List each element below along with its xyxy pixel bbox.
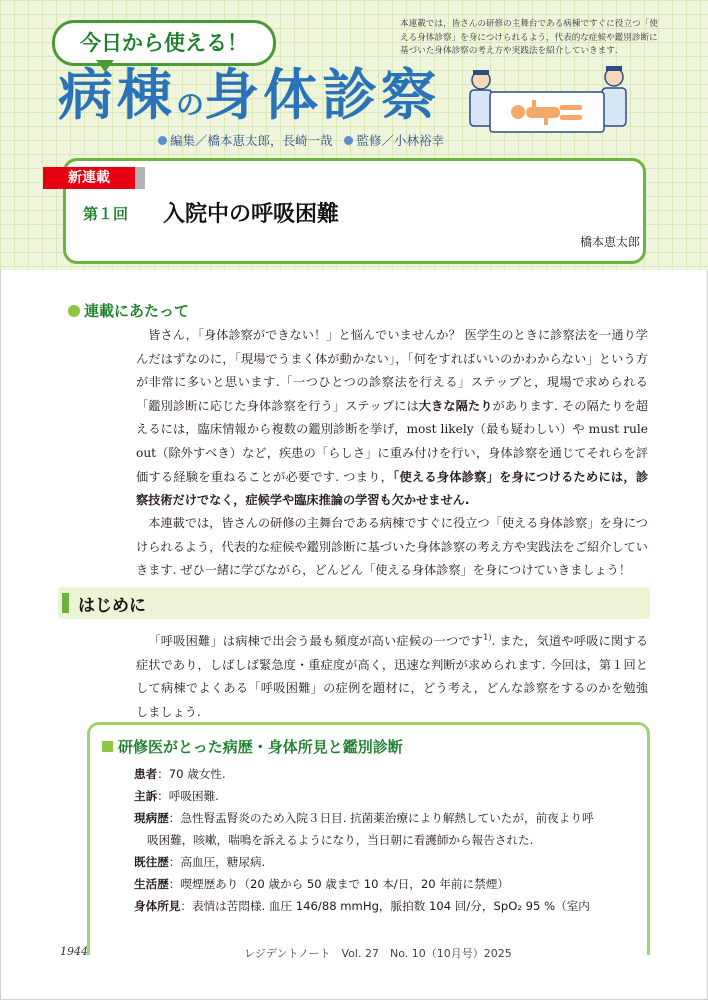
section-heading-text: 連載にあたって	[84, 302, 190, 320]
page-number: 1944	[60, 945, 88, 958]
section-heading-introduction: はじめに	[78, 596, 146, 616]
series-bubble: 今日から使える！	[52, 20, 276, 66]
paragraph	[136, 324, 648, 513]
paragraph	[136, 626, 648, 724]
case-row	[134, 763, 632, 785]
case-row-value: ：喫煙歴あり（20 歳から 50 歳まで 10 本/日，20 年前に禁煙）	[168, 877, 509, 891]
journal-info: レジデントノート Vol. 27 No. 10（10月号）2025	[244, 947, 512, 960]
case-row-value: ：表情は苦悶様. 血圧 146/88 mmHg，脈拍数 104 回/分，SpO₂ 95 %（室内	[180, 899, 590, 913]
emphasis-text: 「使える身体診察」を身につけるためには，診察技術だけでなく，症候学や臨床推論の学習も欠かせません.	[136, 469, 649, 508]
case-row-key: 既往歴	[134, 855, 169, 869]
series-title	[58, 60, 440, 140]
paragraph	[136, 512, 648, 583]
series-title-particle: の	[176, 88, 205, 121]
supervisor: 監修／小林裕幸	[356, 133, 444, 148]
emphasis-text: 大きな隔たり	[418, 398, 493, 413]
case-row-continuation	[134, 829, 632, 851]
article-title-card	[63, 158, 646, 264]
case-row-key: 患者	[134, 767, 158, 781]
case-row	[134, 785, 632, 807]
paragraph-text: 「呼吸困難」は病棟で出会う最も頻度が高い症候の一つです	[148, 634, 484, 649]
episode-number: 第１回	[83, 205, 129, 223]
new-series-tag: 新連載	[43, 167, 135, 189]
case-details	[134, 763, 632, 917]
series-title-part-b: 身体診察	[204, 63, 441, 127]
case-row	[134, 895, 632, 917]
paragraph-text: があります. その隔たりを超えるには，臨床情報から複数の鑑別診断を挙げ，most likely（最も疑わしい）や must rule out（除外すべき）など，疾患の「らしさ」に重み付けを行い，身体診察を通じてそれらを評価する経験を重ねることが必要です. つまり，	[136, 398, 648, 484]
section-marker	[62, 593, 69, 613]
square-bullet-icon	[102, 741, 113, 752]
paragraph-text: . また，気道や呼吸に関する症状であり，しばしば緊急度・重症度が高く，迅速な判断が求められます. 今回は，第１回として病棟でよくある「呼吸困難」の症例を題材に，どう考え，どんな診察をするのかを勉強しましょう.	[136, 634, 649, 719]
case-row-value: ：急性腎盂腎炎のため入院３日目. 抗菌薬治療により解熱していたが，前夜より呼	[168, 811, 594, 825]
series-intro: 本連載では，皆さんの研修の主舞台である病棟ですぐに役立つ「使える身体診察」を身につけられるよう，代表的な症候や鑑別診断に基づいた身体診察の考え方や実践法を紹介していきます.	[400, 19, 658, 56]
case-heading	[102, 736, 403, 757]
case-row	[134, 873, 632, 895]
case-row-value: ：呼吸困難.	[157, 789, 219, 803]
section-heading-series-intro	[68, 300, 189, 321]
case-heading-text: 研修医がとった病歴・身体所見と鑑別診断	[118, 738, 403, 756]
editors: 編集／橋本恵太郎，長崎一哉	[170, 133, 333, 148]
doctors-with-patient-illustration	[458, 62, 636, 148]
circle-bullet-icon	[68, 305, 80, 317]
bullet-icon	[158, 136, 167, 145]
paragraph-text: 皆さん，「身体診察ができない！」と悩んでいませんか？ 医学生のときに診察法を一通り学んだはずなのに，「現場でうまく体が動かない」，「何をすればいいのかわからない」という方が非常に多いと思います.「一つひとつの診察法を行える」ステップと，現場で求められる「鑑別診断に応じた身体診察を行う」ステップには	[136, 328, 648, 413]
series-credits	[158, 131, 444, 149]
case-row-value: 吸困難，咳嗽，喘鳴を訴えるようになり，当日朝に看護師から報告された.	[147, 833, 534, 847]
case-row-key: 主訴	[134, 789, 158, 803]
bullet-icon	[344, 136, 353, 145]
paragraph-text: 本連載では，皆さんの研修の主舞台である病棟ですぐに役立つ「使える身体診察」を身につけられるよう，代表的な症候や鑑別診断に基づいた身体診察の考え方や実践法をご紹介していきます. ぜひ一緒に学びながら，どんどん「使える身体診察」を身につけていきましょう！	[136, 516, 648, 578]
section-heading-bar	[58, 587, 650, 619]
new-series-tag-shadow	[135, 167, 145, 189]
case-row-key: 現病歴	[134, 811, 169, 825]
case-row-value: ：70 歳女性.	[157, 767, 226, 781]
case-row-key: 生活歴	[134, 877, 169, 891]
article-author: 橋本恵太郎	[579, 235, 640, 249]
article-title: 入院中の呼吸困難	[163, 202, 340, 227]
case-row-value: ：高血圧，糖尿病.	[168, 855, 266, 869]
series-title-part-a: 病棟	[58, 63, 177, 127]
case-row	[134, 807, 632, 829]
reference-mark: 1)	[483, 633, 492, 642]
case-row	[134, 851, 632, 873]
case-row-key: 身体所見	[134, 899, 181, 913]
